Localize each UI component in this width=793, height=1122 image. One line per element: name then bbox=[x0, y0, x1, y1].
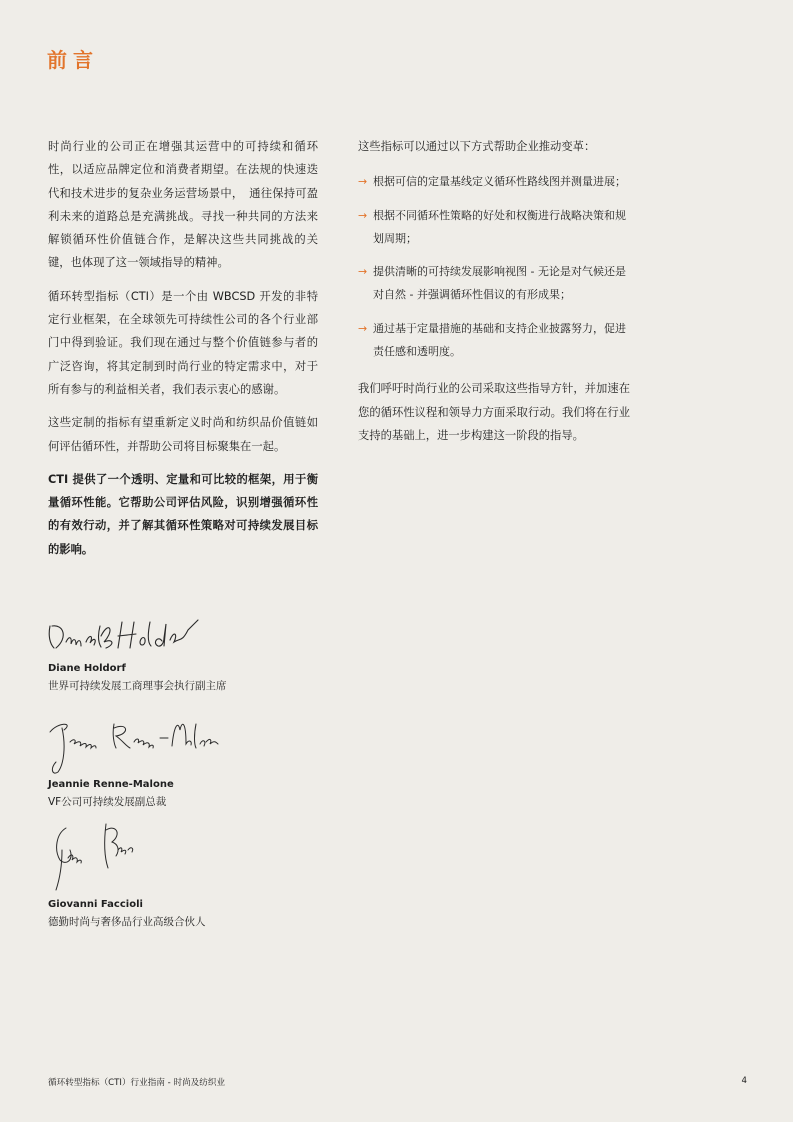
intro-paragraph: 时尚行业的公司正在增强其运营中的可持续和循环性，以适应品牌定位和消费者期望。在法规的快速迭代和技术进步的复杂业务运营场景中， 通往保持可盈利未来的道路总是充满挑战。寻找一种共同的方法来解锁循环性价值链合作，是解决这些共同挑战的关键，也体现了这一领域指导的精神。 bbox=[48, 140, 318, 270]
signature-giovanni-faccioli bbox=[48, 820, 148, 894]
bullet-text: 提供清晰的可持续发展影响视图 - 无论是对气候还是对自然 - 并强调循环性倡议的有形成果； bbox=[373, 265, 626, 302]
arrow-right-icon: → bbox=[358, 175, 368, 189]
signatory-name: Giovanni Faccioli bbox=[48, 899, 143, 910]
page-title: 前言 bbox=[47, 48, 99, 72]
page-number: 4 bbox=[741, 1076, 747, 1086]
left-column bbox=[48, 135, 318, 571]
signatory-name: Diane Holdorf bbox=[48, 663, 126, 674]
cti-paragraph: 循环转型指标（CTI）是一个由 WBCSD 开发的非特定行业框架，在全球领先可持续性公司的各个行业部门中得到验证。我们现在通过与整个价值链参与者的广泛咨询，将其定制到时尚行业的特定需求中，对于所有参与的利益相关者，我们表示衷心的感谢。 bbox=[48, 289, 318, 396]
signature-jeannie-renne-malone bbox=[44, 716, 224, 778]
bullets-intro: 这些指标可以通过以下方式帮助企业推动变革： bbox=[358, 140, 596, 153]
bullet-item bbox=[358, 204, 630, 251]
arrow-right-icon: → bbox=[358, 208, 368, 222]
signatory-name: Jeannie Renne-Malone bbox=[48, 779, 174, 790]
bullet-text: 根据可信的定量基线定义循环性路线图并测量进展； bbox=[373, 175, 626, 189]
closing-paragraph: 我们呼吁时尚行业的公司采取这些指导方针，并加速在您的循环性议程和领导力方面采取行动。我们将在行业支持的基础上，进一步构建这一阶段的指导。 bbox=[358, 382, 630, 442]
bullet-item bbox=[358, 317, 630, 364]
bullet-text: 根据不同循环性策略的好处和权衡进行战略决策和规划周期； bbox=[373, 208, 626, 245]
right-column bbox=[358, 135, 630, 457]
cti-summary-paragraph: CTI 提供了一个透明、定量和可比较的框架，用于衡量循环性能。它帮助公司评估风险，识别增强循环性的有效行动，并了解其循环性策略对可持续发展目标的影响。 bbox=[48, 472, 318, 556]
signatory-role: VF公司可持续发展副总裁 bbox=[48, 796, 167, 808]
bullet-item bbox=[358, 260, 630, 307]
signatory-role: 德勤时尚与奢侈品行业高级合伙人 bbox=[48, 916, 206, 928]
arrow-right-icon: → bbox=[358, 265, 368, 279]
arrow-right-icon: → bbox=[358, 321, 368, 335]
bullet-text: 通过基于定量措施的基础和支持企业披露努力，促进责任感和透明度。 bbox=[373, 321, 626, 359]
metrics-paragraph: 这些定制的指标有望重新定义时尚和纺织品价值链如何评估循环性，并帮助公司将目标聚集在一起。 bbox=[48, 416, 318, 453]
bullet-item bbox=[358, 170, 630, 193]
signature-diane-holdorf bbox=[44, 612, 204, 660]
footer-title: 循环转型指标（CTI）行业指南 - 时尚及纺织业 bbox=[48, 1078, 226, 1088]
signatory-role: 世界可持续发展工商理事会执行副主席 bbox=[48, 680, 227, 692]
